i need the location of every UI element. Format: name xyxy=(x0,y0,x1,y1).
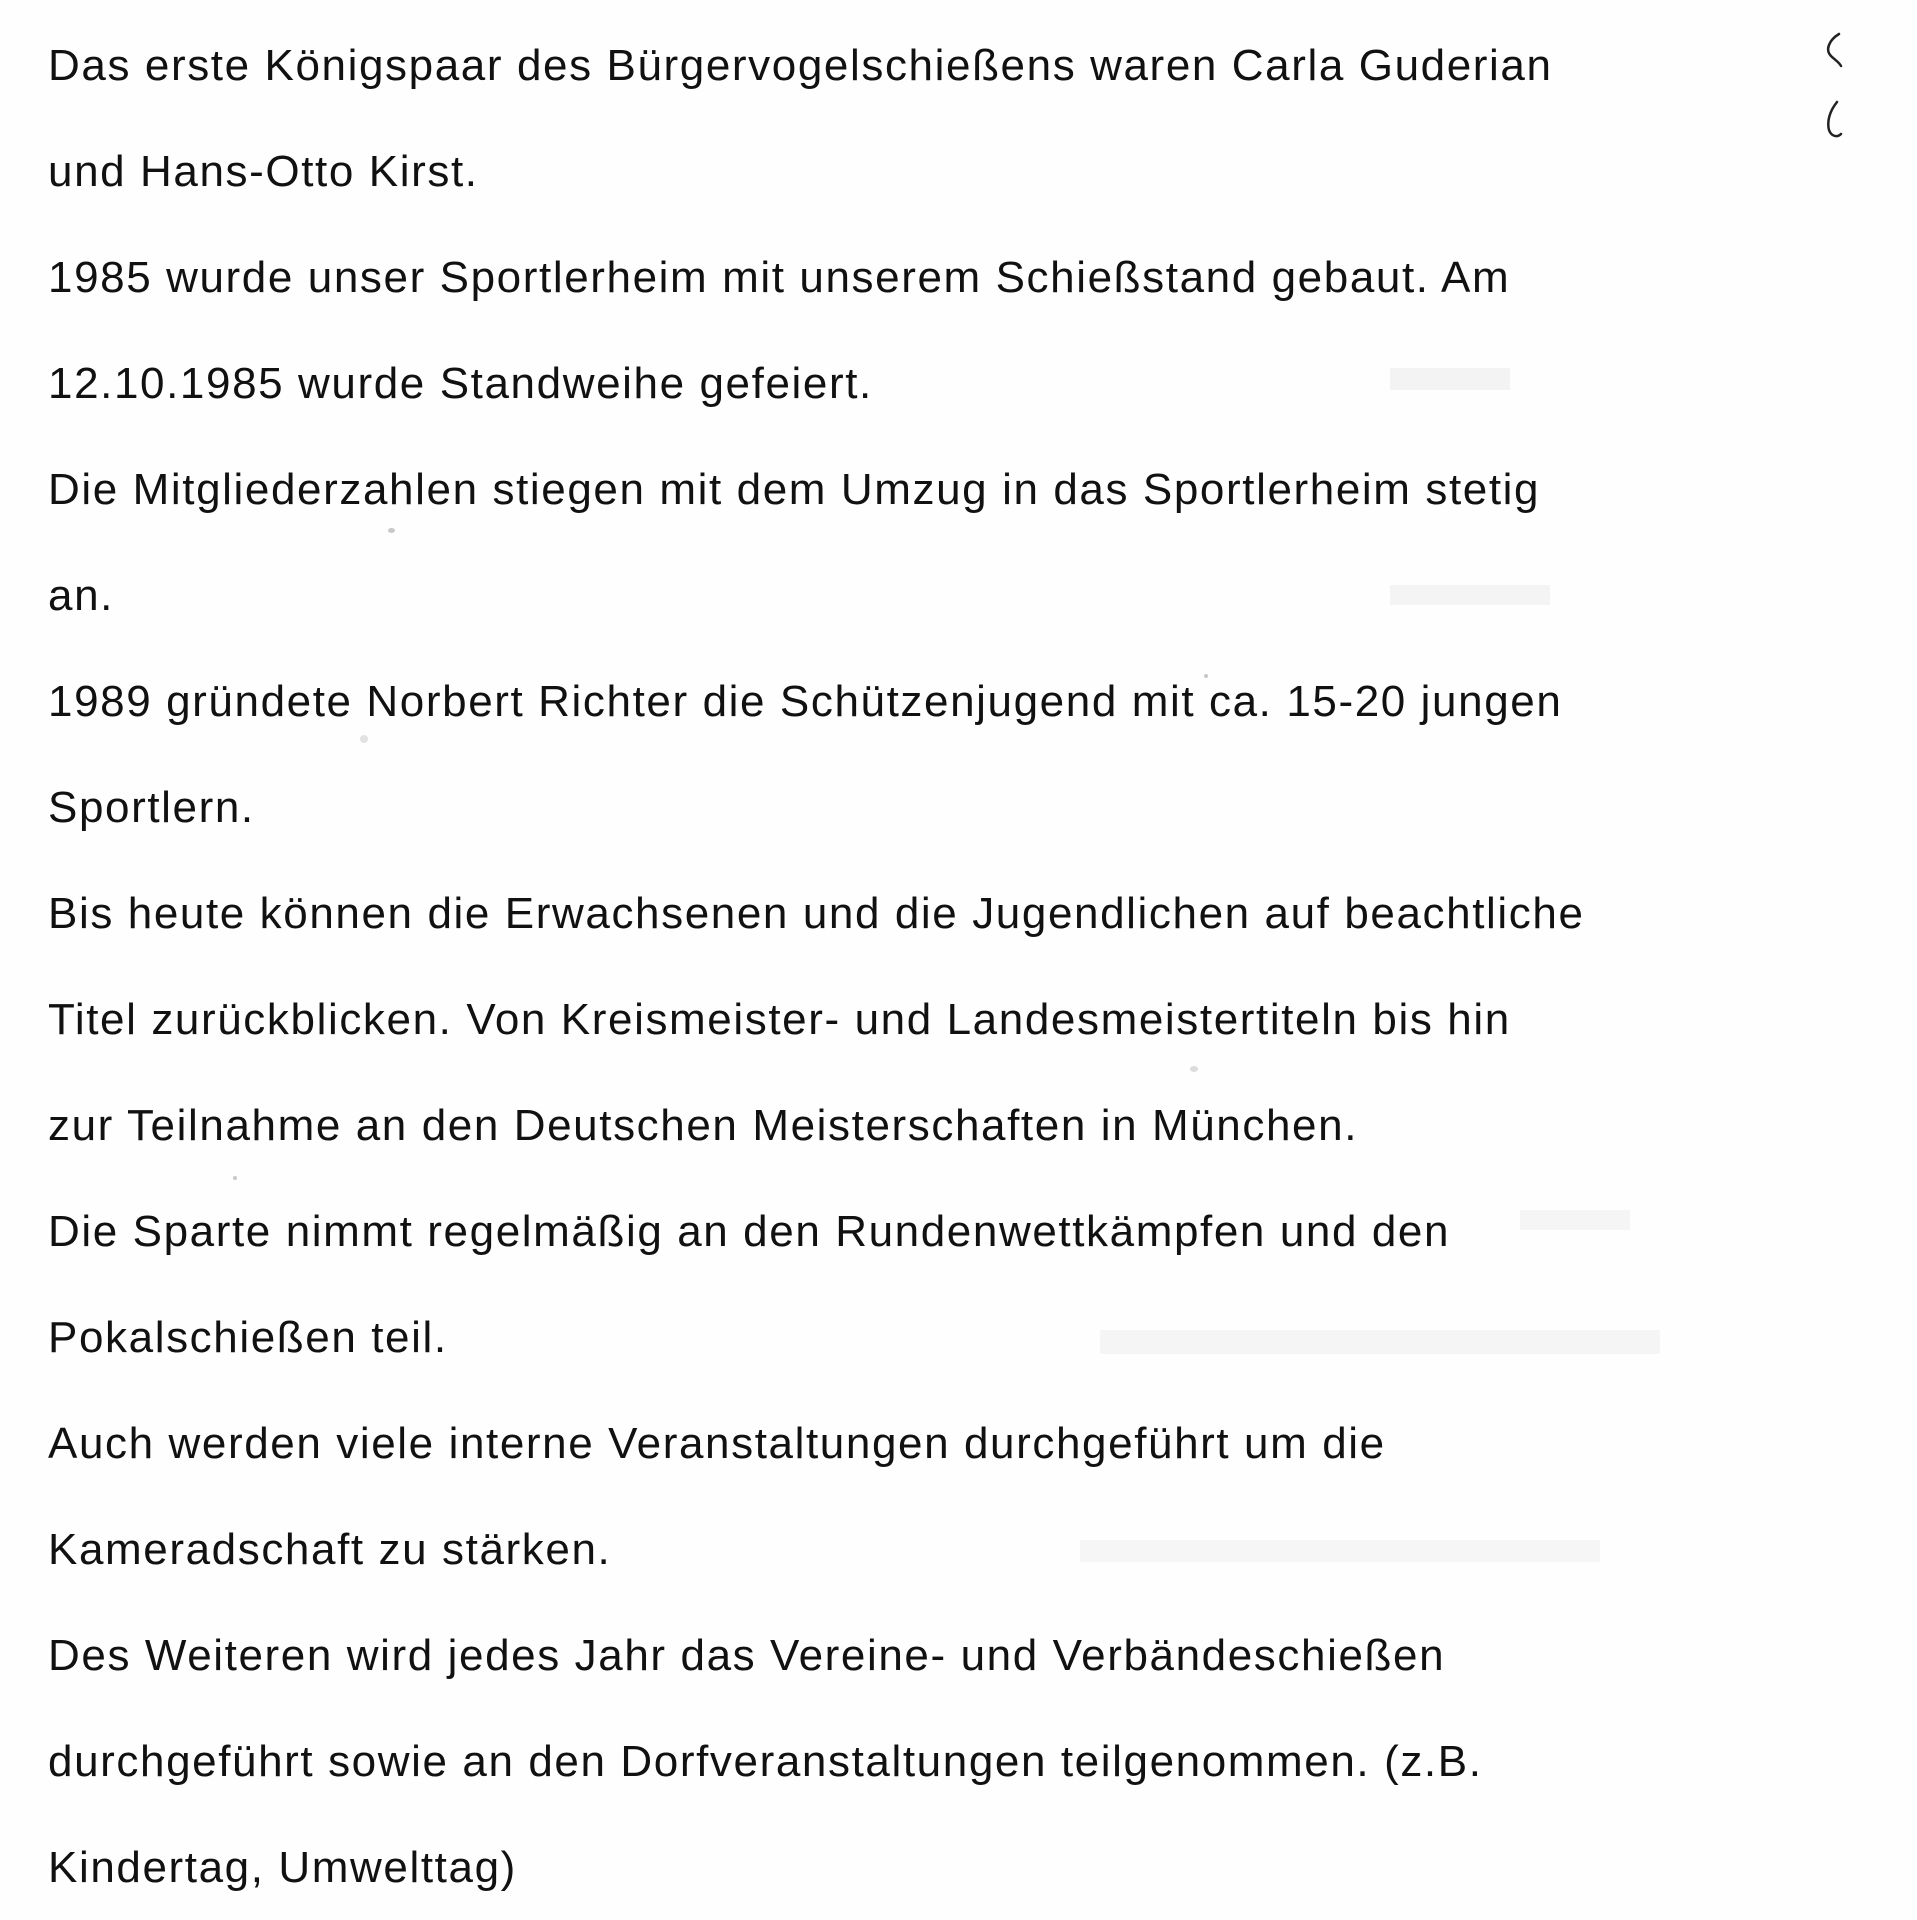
text-line-18: Kindertag, Umwelttag) xyxy=(48,1843,517,1892)
text-line-10: Titel zurückblicken. Von Kreismeister- und Landesmeistertiteln bis hin xyxy=(48,995,1511,1044)
text-line-6: an. xyxy=(48,571,114,620)
show-through-4 xyxy=(1080,1540,1600,1562)
text-line-13: Pokalschießen teil. xyxy=(48,1313,448,1362)
scan-speck xyxy=(388,528,395,533)
show-through-3 xyxy=(1100,1330,1660,1354)
scan-speck xyxy=(1190,1066,1198,1072)
scan-speck xyxy=(360,735,368,743)
text-line-8: Sportlern. xyxy=(48,783,255,832)
text-line-9: Bis heute können die Erwachsenen und die Jugendlichen auf beachtliche xyxy=(48,889,1585,938)
handwritten-mark-1 xyxy=(1815,30,1855,80)
show-through-5 xyxy=(1520,1210,1630,1230)
text-line-11: zur Teilnahme an den Deutschen Meisterschaften in München. xyxy=(48,1101,1359,1150)
text-line-17: durchgeführt sowie an den Dorfveranstaltungen teilgenommen. (z.B. xyxy=(48,1737,1483,1786)
text-line-1: Das erste Königspaar des Bürgervogelschießens waren Carla Guderian xyxy=(48,41,1553,90)
text-line-16: Des Weiteren wird jedes Jahr das Vereine- und Verbändeschießen xyxy=(48,1631,1446,1680)
text-line-2: und Hans-Otto Kirst. xyxy=(48,147,479,196)
text-line-4: 12.10.1985 wurde Standweihe gefeiert. xyxy=(48,359,873,408)
text-line-12: Die Sparte nimmt regelmäßig an den Rundenwettkämpfen und den xyxy=(48,1207,1451,1256)
scan-speck xyxy=(233,1176,237,1180)
text-line-3: 1985 wurde unser Sportlerheim mit unserem Schießstand gebaut. Am xyxy=(48,253,1511,302)
text-line-5: Die Mitgliederzahlen stiegen mit dem Umzug in das Sportlerheim stetig xyxy=(48,465,1541,514)
show-through-1 xyxy=(1390,368,1510,390)
text-line-14: Auch werden viele interne Veranstaltungen durchgeführt um die xyxy=(48,1419,1386,1468)
show-through-2 xyxy=(1390,585,1550,605)
text-line-15: Kameradschaft zu stärken. xyxy=(48,1525,612,1574)
handwritten-mark-2 xyxy=(1815,100,1855,150)
text-line-7: 1989 gründete Norbert Richter die Schützenjugend mit ca. 15-20 jungen xyxy=(48,677,1563,726)
